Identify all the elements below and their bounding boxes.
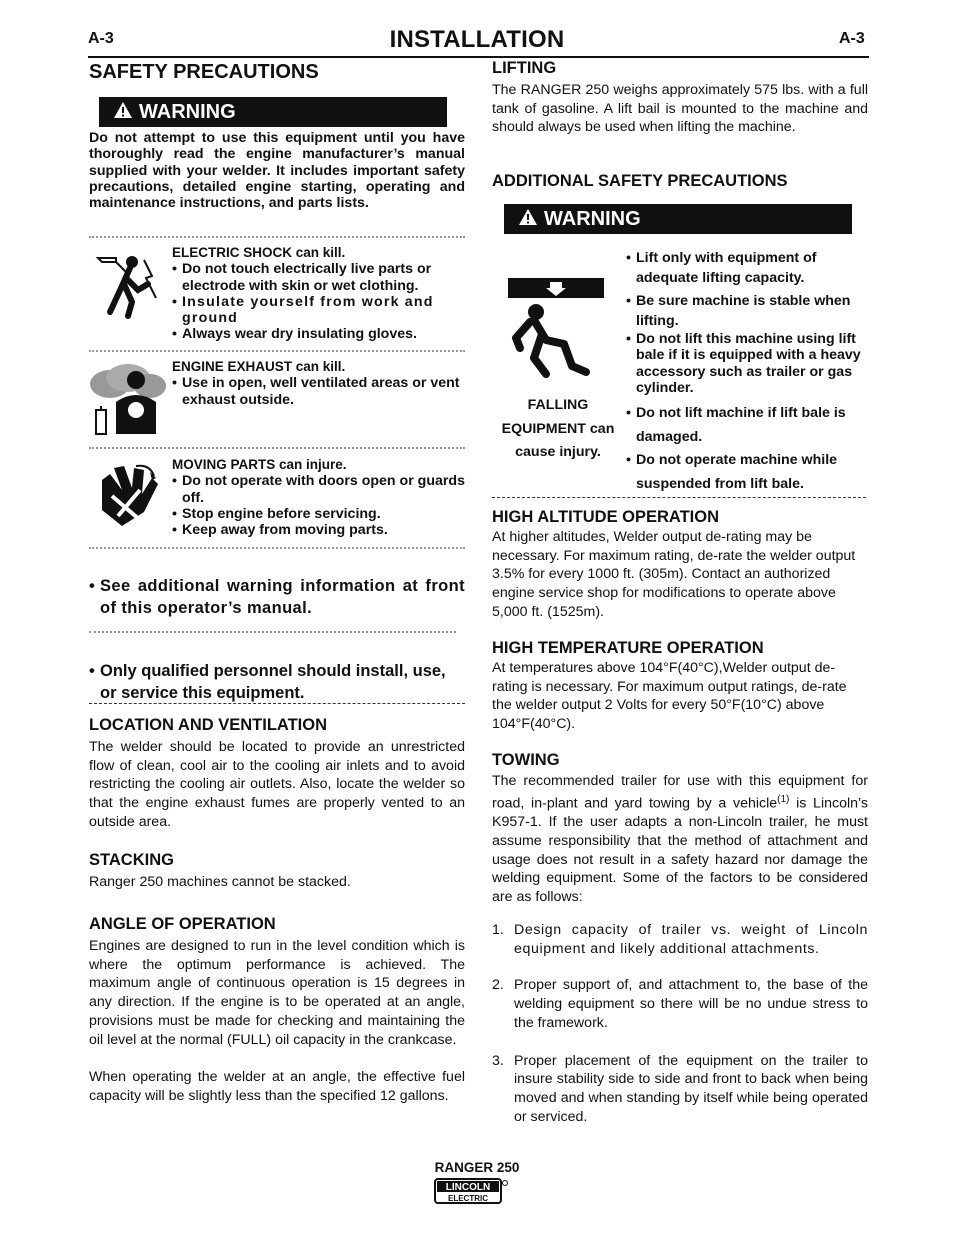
list-number: 2. bbox=[492, 977, 504, 994]
note-qualified-personnel bbox=[89, 660, 465, 704]
note-see-additional bbox=[89, 575, 465, 619]
warning-label: WARNING bbox=[544, 208, 641, 230]
lincoln-electric-logo bbox=[434, 1178, 508, 1204]
list-item: • Stop engine before servicing. bbox=[172, 506, 465, 522]
header-rule bbox=[88, 56, 869, 58]
page-title: INSTALLATION bbox=[389, 26, 565, 53]
divider bbox=[89, 631, 456, 633]
list-number: 1. bbox=[492, 922, 504, 938]
divider bbox=[89, 547, 465, 549]
temperature-text: At temperatures above 104°F(40°C),Welder output de-rating is necessary. For maximum output ratings, de-rate the welder output 2 Volts for every 50°F(10°C) above 104°F(40°C). bbox=[492, 660, 847, 733]
lifting-text: The RANGER 250 weighs approximately 575 lbs. with a full tank of gasoline. A lift bail is mounted to the machine and should always be used when lifting the machine. bbox=[492, 82, 868, 136]
list-number: 3. bbox=[492, 1052, 504, 1069]
towing-heading: TOWING bbox=[492, 751, 560, 769]
angle-text-1: Engines are designed to run in the level condition which is where the optimum performance is achieved. The maximum angle of continuous operation is 15 degrees in any direction. If the engine is to be operated at an angle, provisions must be made for checking and maintaining the oil level at the normal (FULL) oil capacity in the crankcase. bbox=[89, 938, 465, 1048]
hazard-electric-shock bbox=[172, 245, 465, 343]
lifting-warning-list bbox=[626, 248, 870, 496]
divider bbox=[89, 447, 465, 449]
towing-text-part: is Lincoln’s K957-1. If the user adapts a non-Lincoln trailer, he must assume responsibility that the method of attachment and usage does not result in a safety hazard nor damage the welding equipment. Some of the factors to be considered are as follows: bbox=[492, 795, 869, 905]
falling-equipment-caption bbox=[492, 397, 624, 468]
list-item: • Always wear dry insulating gloves. bbox=[172, 326, 465, 342]
caption-line: EQUIPMENT can bbox=[501, 420, 615, 437]
caption-line: cause injury. bbox=[515, 444, 601, 460]
logo-top-text: LINCOLN bbox=[445, 1182, 491, 1193]
temperature-heading: HIGH TEMPERATURE OPERATION bbox=[492, 639, 764, 657]
warning-triangle-icon bbox=[518, 205, 538, 235]
moving-parts-icon bbox=[92, 460, 164, 532]
warning-triangle-icon bbox=[113, 98, 133, 128]
list-item: • Do not touch electrically live parts or electrode with skin or wet clothing. bbox=[172, 261, 465, 294]
list-item: • Keep away from moving parts. bbox=[172, 522, 465, 538]
engine-exhaust-icon bbox=[88, 362, 166, 440]
list-text: Proper support of, and attachment to, the base of the welding equipment so there will be no undue stress to the framework. bbox=[514, 977, 868, 1031]
stacking-text: Ranger 250 machines cannot be stacked. bbox=[89, 874, 351, 890]
list-item: • Be sure machine is stable when lifting. bbox=[626, 291, 870, 331]
lifting-heading: LIFTING bbox=[492, 59, 557, 77]
list-item: • Do not lift this machine using lift bale if it is equipped with a heavy accessory such as trailer or gas cylinder. bbox=[626, 331, 870, 396]
footer-model-name: RANGER 250 bbox=[434, 1160, 520, 1175]
warning-label: WARNING bbox=[139, 101, 236, 123]
list-item bbox=[492, 921, 868, 958]
list-item bbox=[492, 1052, 868, 1127]
angle-text-2: When operating the welder at an angle, the effective fuel capacity will be slightly less than the specified 12 gallons. bbox=[89, 1069, 465, 1104]
towing-text bbox=[492, 772, 868, 907]
intro-warning-text: Do not attempt to use this equipment until you have thoroughly read the engine manufacturer’s manual supplied with your welder. It includes important safety precautions, detailed engine starting, operating and maintenance instructions, and parts lists. bbox=[89, 130, 465, 212]
divider bbox=[89, 350, 465, 352]
warning-banner-right bbox=[504, 204, 852, 234]
list-item: • Use in open, well ventilated areas or vent exhaust outside. bbox=[172, 375, 465, 408]
logo-bottom-text: ELECTRIC bbox=[448, 1194, 488, 1203]
location-heading: LOCATION AND VENTILATION bbox=[89, 716, 328, 734]
hazard-moving-parts bbox=[172, 457, 465, 538]
list-text: Proper placement of the equipment on the trailer to insure stability side to side and front to back when being moved and when standing by itself while being operated or serviced. bbox=[514, 1052, 868, 1125]
list-item bbox=[492, 976, 868, 1032]
list-item: • Lift only with equipment of adequate lifting capacity. bbox=[626, 248, 870, 288]
angle-heading: ANGLE OF OPERATION bbox=[89, 915, 276, 933]
warning-banner-left bbox=[99, 97, 447, 127]
divider bbox=[89, 236, 465, 238]
altitude-heading: HIGH ALTITUDE OPERATION bbox=[492, 508, 720, 526]
hazard-title: ELECTRIC SHOCK can kill. bbox=[172, 245, 346, 260]
falling-equipment-icon bbox=[506, 276, 606, 386]
list-item: • Only qualified personnel should install, use, or service this equipment. bbox=[89, 660, 465, 704]
footnote-marker: (1) bbox=[777, 793, 790, 805]
hazard-engine-exhaust bbox=[172, 359, 465, 408]
towing-text-part: The recommended trailer for use with this equipment for road, in-plant and yard towing by a vehicle bbox=[492, 773, 868, 812]
list-item: • See additional warning information at front of this operator’s manual. bbox=[89, 575, 465, 619]
electric-shock-icon bbox=[92, 248, 164, 320]
hazard-title: MOVING PARTS can injure. bbox=[172, 457, 347, 472]
location-text: The welder should be located to provide an unrestricted flow of clean, cool air to the cooling air inlets and to avoid restricting the cooling air outlets. Also, locate the welder so that the engine exhaust fumes are properly vented to an outside area. bbox=[89, 739, 465, 830]
caption-line: FALLING bbox=[527, 397, 589, 413]
safety-precautions-heading: SAFETY PRECAUTIONS bbox=[89, 61, 319, 83]
list-item: • Do not operate machine while suspended from lift bale. bbox=[626, 449, 870, 496]
page-number-left: A-3 bbox=[88, 30, 114, 47]
divider bbox=[492, 497, 866, 498]
list-text: Design capacity of trailer vs. weight of Lincoln equipment and likely additional attachments. bbox=[514, 922, 868, 957]
divider bbox=[89, 703, 465, 704]
altitude-text: At higher altitudes, Welder output de-rating may be necessary. For maximum rating, de-rate the welder output 3.5% for every 1000 ft. (305m). Contact an authorized engine service shop for modifications to operate above 5,000 ft. (1525m). bbox=[492, 529, 856, 620]
list-item: • Do not lift machine if lift bale is damaged. bbox=[626, 402, 870, 449]
additional-safety-heading: ADDITIONAL SAFETY PRECAUTIONS bbox=[492, 172, 788, 190]
stacking-heading: STACKING bbox=[89, 851, 174, 869]
list-item: • Insulate yourself from work and ground bbox=[172, 294, 465, 327]
hazard-title: ENGINE EXHAUST can kill. bbox=[172, 359, 346, 374]
page-number-right: A-3 bbox=[839, 30, 865, 47]
list-item: • Do not operate with doors open or guards off. bbox=[172, 473, 465, 506]
towing-factors-list bbox=[492, 921, 868, 1126]
